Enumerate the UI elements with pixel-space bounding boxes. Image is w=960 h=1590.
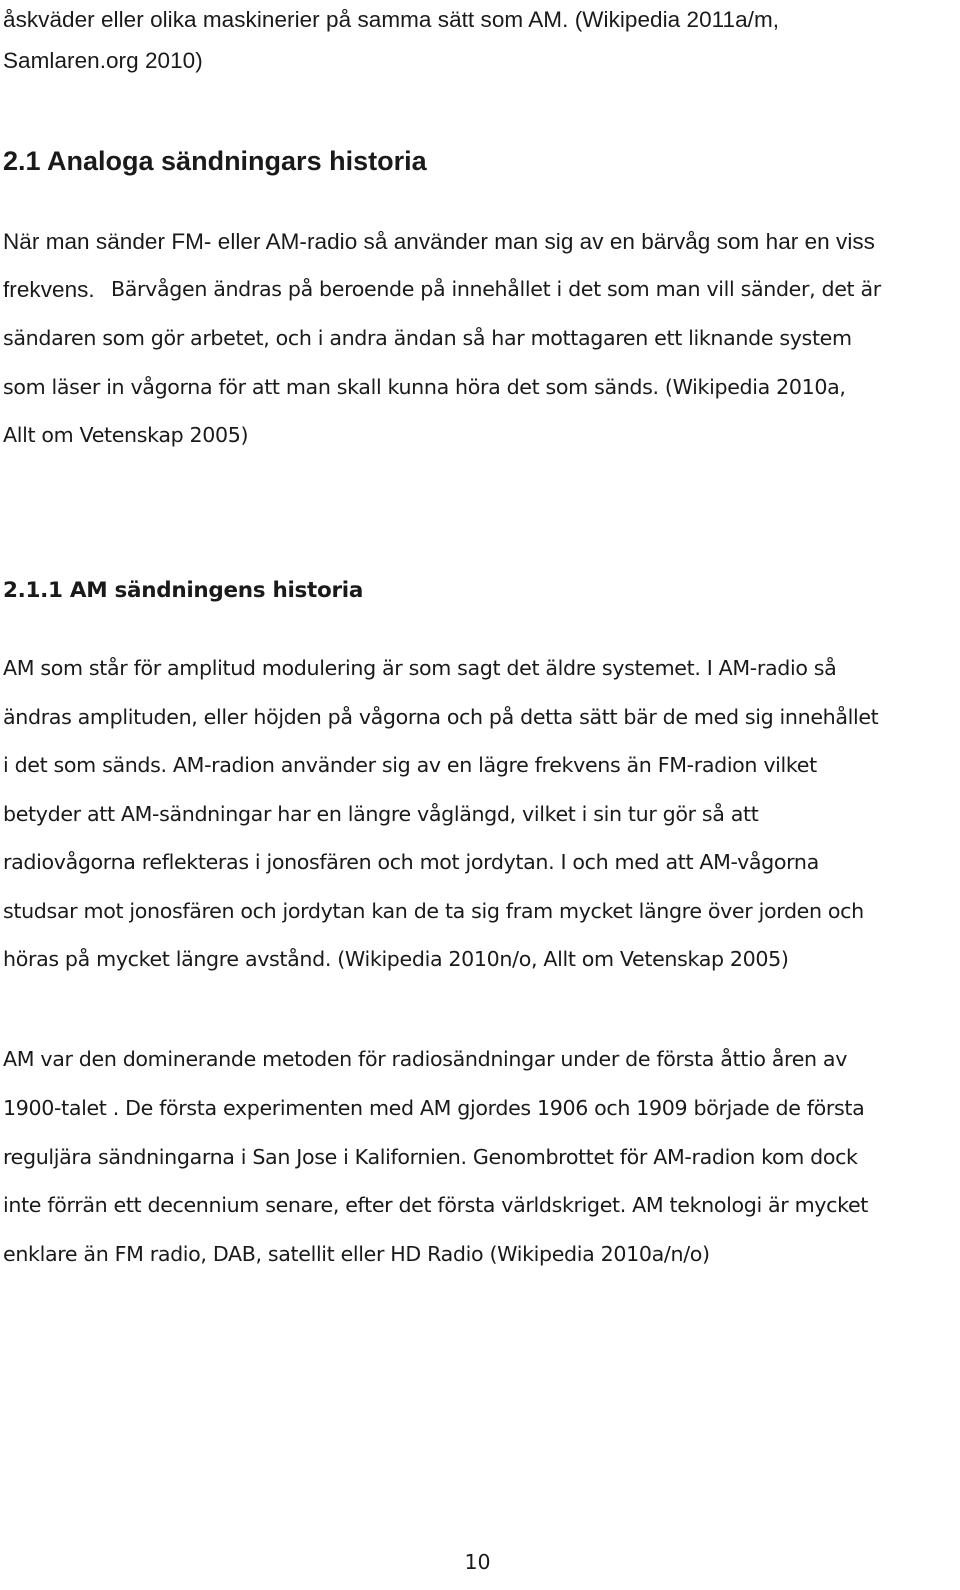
section-2-1-line-5: Allt om Vetenskap 2005): [3, 423, 249, 447]
p2-line-3: reguljära sändningarna i San Jose i Kalifornien. Genombrottet för AM-radion kom dock: [3, 1145, 858, 1169]
p1-line-7: höras på mycket längre avstånd. (Wikipedia 2010n/o, Allt om Vetenskap 2005): [3, 947, 789, 971]
section-2-1-line-4: som läser in vågorna för att man skall kunna höra det som sänds. (Wikipedia 2010a,: [3, 375, 846, 399]
p1-line-4: betyder att AM-sändningar har en längre våglängd, vilket i sin tur gör så att: [3, 802, 759, 826]
p1-line-2: ändras amplituden, eller höjden på vågorna och på detta sätt bär de med sig innehållet: [3, 705, 879, 729]
p1-line-6: studsar mot jonosfären och jordytan kan de ta sig fram mycket längre över jorden och: [3, 899, 864, 923]
section-heading-2-1-1: 2.1.1 AM sändningens historia: [3, 578, 364, 603]
section-2-1-line-3: sändaren som gör arbetet, och i andra ändan så har mottagaren ett liknande system: [3, 326, 852, 350]
section-heading-2-1: 2.1 Analoga sändningars historia: [3, 146, 427, 176]
p2-line-5: enklare än FM radio, DAB, satellit eller HD Radio (Wikipedia 2010a/n/o): [3, 1242, 710, 1266]
intro-line-2: Samlaren.org 2010): [3, 48, 203, 73]
section-2-1-line-1: När man sänder FM- eller AM-radio så använder man sig av en bärvåg som har en viss: [3, 229, 875, 254]
p2-line-4: inte förrän ett decennium senare, efter det första världskriget. AM teknologi är mycket: [3, 1193, 868, 1217]
p2-line-1: AM var den dominerande metoden för radiosändningar under de första åttio åren av: [3, 1047, 848, 1071]
section-2-1-line-2b: Bärvågen ändras på beroende på innehållet i det som man vill sänder, det är: [111, 277, 881, 301]
p1-line-3: i det som sänds. AM-radion använder sig av en lägre frekvens än FM-radion vilket: [3, 753, 817, 777]
p2-line-2: 1900-talet . De första experimenten med AM gjordes 1906 och 1909 började de första: [3, 1096, 865, 1120]
p1-line-1: AM som står för amplitud modulering är som sagt det äldre systemet. I AM-radio så: [3, 656, 837, 680]
intro-line-1: åskväder eller olika maskinerier på samma sätt som AM. (Wikipedia 2011a/m,: [3, 7, 780, 32]
p1-line-5: radiovågorna reflekteras i jonosfären och mot jordytan. I och med att AM-vågorna: [3, 850, 819, 874]
page-number: 10: [464, 1550, 491, 1574]
section-2-1-line-2a: frekvens.: [3, 277, 95, 302]
